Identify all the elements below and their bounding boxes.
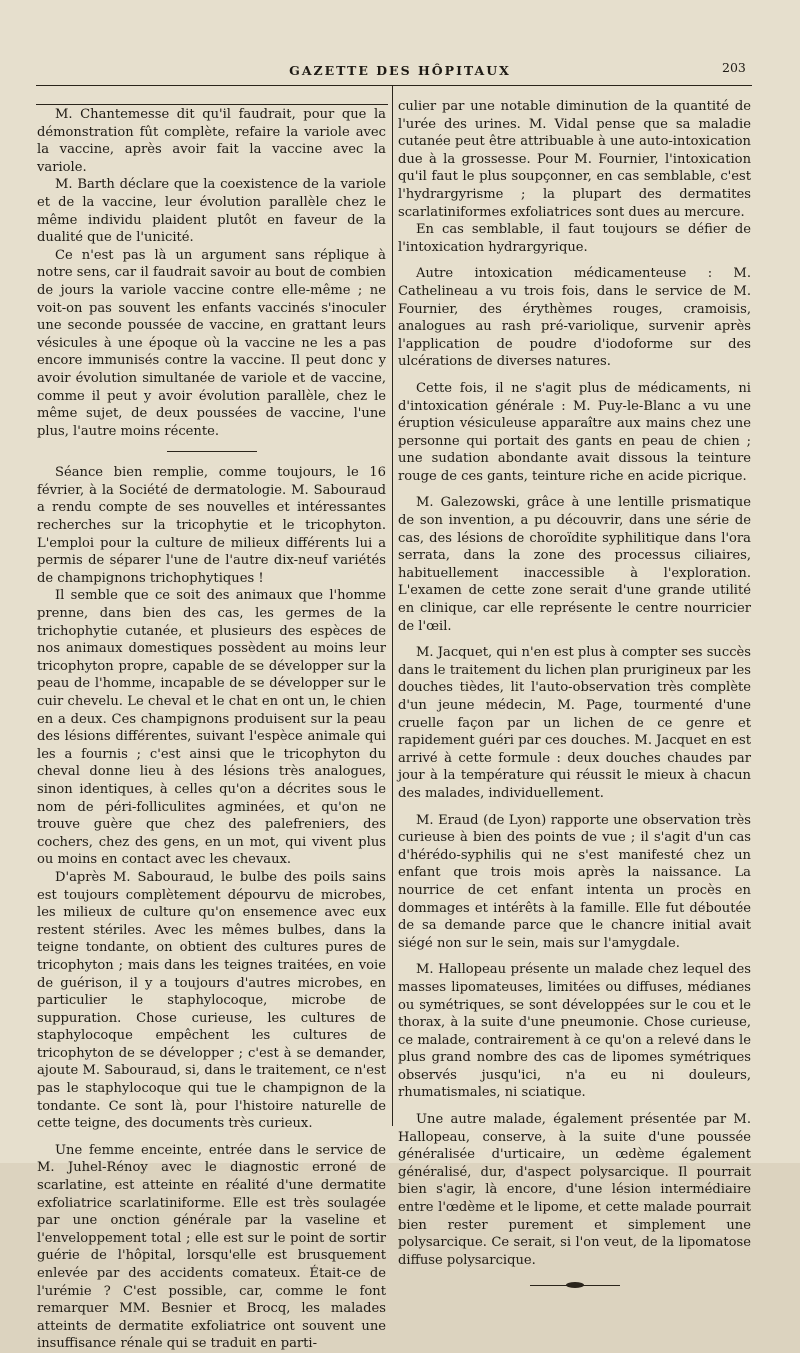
page-number: 203 <box>722 60 746 75</box>
paragraph-gap <box>398 256 751 265</box>
paragraph-argument: Ce n'est pas là un argument sans réplique à notre sens, car il faudrait savoir au bout de combien de jours la variole vaccine contre elle-même ; ne voit-on pas souvent les enfants vaccinés s'inoculer une seconde poussée de vaccine, en grattant leurs vésicules à une époque où la vaccine ne les a pas encore immunisés contre la vaccine. Il peut donc y avoir évolution simultanée de variole et de vaccine, comme il peut y avoir évolution parallèle, chez le même sujet, de deux poussées de vaccine, l'une plus, l'autre moins récente. <box>37 247 386 439</box>
paragraph-gap <box>398 1102 751 1111</box>
paragraph-eraud: M. Eraud (de Lyon) rapporte une observation très curieuse à bien des points de vue ; il s'agit d'un cas d'hérédo-syphilis qui ne s'est manifesté chez un enfant que trois mois après la naissance. La nourrice de cet enfant intenta un procès en dommages et intérêts à la famille. Elle fut déboutée de sa demande parce que le chancre initial avait siégé non sur le sein, mais sur l'amygdale. <box>398 812 751 951</box>
paragraph-sabouraud: D'après M. Sabouraud, le bulbe des poils sains est toujours complètement dépourvu de microbes, les milieux de culture qu'on ensemence avec eux restent stériles. Avec les mêmes bulbes, dans la teigne tondante, on obtient des cultures pures de tricophyton ; mais dans les teignes traitées, en voie de guérison, il y a toujours d'autres microbes, en particulier le staphylocoque, microbe de suppuration. Chose curieuse, les cultures de staphylocoque empêchent les cultures de tricophyton de se développer ; c'est à se demander, ajoute M. Sabouraud, si, dans le traitement, ce n'est pas le staphylocoque qui tue le champignon de la tondante. Ce sont là, pour l'histoire naturelle de cette teigne, des documents très curieux. <box>37 869 386 1132</box>
end-ornament <box>530 1285 620 1286</box>
paragraph-gap <box>37 1133 386 1142</box>
paragraph-galezowski: M. Galezowski, grâce à une lentille prismatique de son invention, a pu découvrir, dans une série de cas, des lésions de choroïdite syphilitique dans l'ora serrata, dans la zone des processus ciliaires, habituellement inaccessible à l'exploration. L'examen de cette zone serait d'une grande utilité en clinique, car elle représente le centre nourricier de l'œil. <box>398 495 751 634</box>
paragraph-hallopeau: M. Hallopeau présente un malade chez lequel des masses lipomateuses, limitées ou diffuses, médianes ou symétriques, se sont développées sur le cou et le thorax, à la suite d'une pneumonie. Chose curieuse, ce malade, contrairement à ce qu'on a relevé dans le plus grand nombre des cas de lipomes symétriques observés jusqu'ici, n'a eu ni douleurs, rhumatismales, ni sciatique. <box>398 962 751 1101</box>
paragraph-gap <box>398 952 751 961</box>
column-divider <box>392 86 393 1126</box>
paragraph-chantemesse: M. Chantemesse dit qu'il faudrait, pour que la démonstration fût complète, refaire la variole avec la vaccine, après avoir fait la vaccine avec la variole. <box>37 107 386 175</box>
paragraph-gap <box>398 485 751 494</box>
paragraph-hydrargyrique: En cas semblable, il faut toujours se défier de l'intoxication hydrargyrique. <box>398 222 751 255</box>
paragraph-seance: Séance bien remplie, comme toujours, le 16 février, à la Société de dermatologie. M. Sabouraud a rendu compte de ses nouvelles et intéressantes recherches sur la tricophytie et le tricophyton. L'emploi pour la culture de milieux différents lui a permis de séparer l'une de l'autre dix-neuf variétés de champignons trichophytiques ! <box>37 465 386 586</box>
header-rule-secondary <box>36 104 388 105</box>
paragraph-autre-malade: Une autre malade, également présentée par M. Hallopeau, conserve, à la suite d'une poussée généralisée d'urticaire, un œdème également généralisé, dur, d'aspect polysarcique. Il pourrait bien s'agir, là encore, d'une lésion intermédiaire entre l'œdème et le lipome, et cette malade pourrait bien rester purement et simplement une polysarcique. Ce serait, si l'on veut, de la lipomatose diffuse polysarcique. <box>398 1112 751 1268</box>
paragraph-femme-enceinte: Une femme enceinte, entrée dans le service de M. Juhel-Rénoy avec le diagnostic erroné de scarlatine, est atteinte en réalité d'une dermatite exfoliatrice scarlatiniforme. Elle est très soulagée par une onction générale par la vaseline et l'enveloppement total ; elle est sur le point de sortir guérie de l'hôpital, lorsqu'elle est brusquement enlevée par des accidents comateux. Était-ce de l'urémie ? C'est possible, car, comme le font remarquer MM. Besnier et Brocq, les malades atteints de dermatite exfoliatrice ont souvent une insuffisance rénale qui se traduit en parti- <box>37 1142 386 1352</box>
paragraph-gap <box>398 371 751 380</box>
paragraph-jacquet: M. Jacquet, qui n'en est plus à compter ses succès dans le traitement du lichen plan prurigineux par les douches tièdes, lit l'auto-observation très complète d'un jeune médecin, M. Page, tourmenté d'une cruelle façon par un lichen de ce genre et rapidement guéri par ces douches. M. Jacquet en est arrivé à cette formule : deux douches chaudes par jour à la température qui réussit le mieux à chacun des malades, individuellement. <box>398 645 751 801</box>
paragraph-gap <box>398 803 751 812</box>
header-rule <box>36 85 752 86</box>
paragraph-puy-le-blanc: Cette fois, il ne s'agit plus de médicaments, ni d'intoxication générale : M. Puy-le-Blanc a vu une éruption vésiculeuse apparaître aux mains chez une personne qui portait des gants en peau de chien ; une sudation abondante avait dissous la teinture rouge de ces gants, teinture riche en acide picrique. <box>398 380 751 484</box>
section-divider <box>167 451 257 452</box>
page-header-title: GAZETTE DES HÔPITAUX <box>289 63 511 78</box>
paragraph-animaux: Il semble que ce soit des animaux que l'homme prenne, dans bien des cas, les germes de la trichophytie cutanée, et plusieurs des espèces de nos animaux domestiques possèdent au moins leur tricophyton propre, capable de se développer sur la peau de l'homme, incapable de se développer sur le cuir chevelu. Le cheval et le chat en ont un, le chien en a deux. Ces champignons produisent sur la peau des lésions différentes, suivant l'espèce animale qui les a fournis ; c'est ainsi que le tricophyton du cheval donne lieu à des lésions très analogues, sinon identiques, à celles qu'on a décrites sous le nom de péri-folliculites agminées, et qu'on ne trouve guère que chez des palefreniers, des cochers, chez des gens, en un mot, qui vivent plus ou moins en contact avec les chevaux. <box>37 588 386 868</box>
paragraph-barth: M. Barth déclare que la coexistence de la variole et de la vaccine, leur évolution parallèle chez le même individu plaident plutôt en faveur de la dualité que de l'unicité. <box>37 177 386 246</box>
paragraph-gap <box>398 635 751 644</box>
right-column <box>398 98 751 1286</box>
paragraph-cathelineau: Autre intoxication médicamenteuse : M. Cathelineau a vu trois fois, dans le service de M. Fournier, des érythèmes rouges, cramoisis, analogues au rash pré-variolique, survenir après l'application de poudre d'iodoforme sur des ulcérations de diverses natures. <box>398 266 751 370</box>
left-column <box>37 106 386 1353</box>
paragraph-continuation: culier par une notable diminution de la quantité de l'urée des urines. M. Vidal pense que sa maladie cutanée peut être attribuable à une auto-intoxication due à la grossesse. Pour M. Fournier, l'intoxication qu'il faut le plus soupçonner, en cas semblable, c'est l'hydrargyrisme ; la plupart des dermatites scarlatiniformes exfoliatrices sont dues au mercure. <box>398 99 751 220</box>
